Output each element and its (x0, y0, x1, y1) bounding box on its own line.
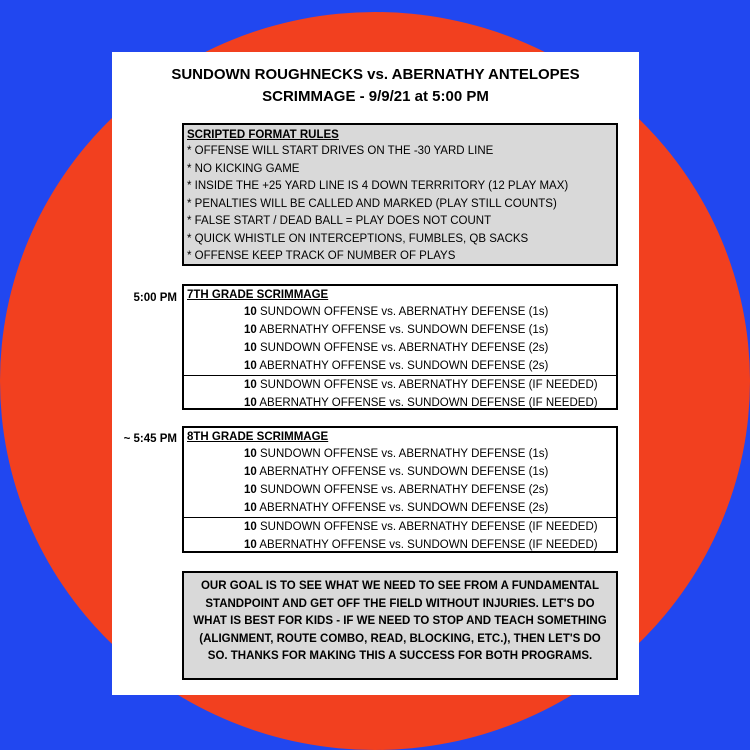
title-line-2: SCRIMMAGE - 9/9/21 at 5:00 PM (262, 88, 489, 105)
schedule-row (184, 303, 616, 321)
play-count: 10 (244, 539, 257, 551)
rule-item: * PENALTIES WILL BE CALLED AND MARKED (PLAY STILL COUNTS) (187, 197, 557, 210)
play-count: 10 (244, 466, 257, 478)
schedule-row (184, 321, 616, 339)
play-count: 10 (244, 379, 257, 391)
rule-item: * OFFENSE KEEP TRACK OF NUMBER OF PLAYS (187, 250, 456, 262)
matchup: SUNDOWN OFFENSE vs. ABERNATHY DEFENSE (2s) (260, 484, 549, 496)
play-count: 10 (244, 324, 257, 336)
rule-item: * OFFENSE WILL START DRIVES ON THE -30 YARD LINE (187, 145, 494, 157)
seventh-grade-time: 5:00 PM (133, 292, 177, 304)
play-count: 10 (244, 397, 257, 409)
schedule-row (184, 481, 616, 499)
play-count: 10 (244, 484, 257, 496)
schedule-row (184, 375, 616, 394)
matchup: ABERNATHY OFFENSE vs. SUNDOWN DEFENSE (1s) (259, 324, 549, 336)
rules-heading: SCRIPTED FORMAT RULES (187, 129, 339, 141)
schedule-row (184, 394, 616, 412)
schedule-row (184, 536, 616, 554)
play-count: 10 (244, 448, 257, 460)
eighth-grade-time: ~ 5:45 PM (123, 433, 177, 445)
title-line-1: SUNDOWN ROUGHNECKS vs. ABERNATHY ANTELOPES (171, 66, 580, 83)
matchup: ABERNATHY OFFENSE vs. SUNDOWN DEFENSE (IF NEEDED) (259, 539, 598, 551)
matchup: SUNDOWN OFFENSE vs. ABERNATHY DEFENSE (1s) (260, 448, 549, 460)
seventh-grade-box (182, 284, 618, 410)
matchup: ABERNATHY OFFENSE vs. SUNDOWN DEFENSE (2s) (259, 502, 549, 514)
play-count: 10 (244, 306, 257, 318)
rule-item: * INSIDE THE +25 YARD LINE IS 4 DOWN TERRRITORY (12 PLAY MAX) (187, 180, 569, 192)
rule-item: * FALSE START / DEAD BALL = PLAY DOES NOT COUNT (187, 215, 492, 227)
matchup: SUNDOWN OFFENSE vs. ABERNATHY DEFENSE (IF NEEDED) (260, 521, 598, 533)
eighth-grade-box (182, 426, 618, 553)
goal-statement: OUR GOAL IS TO SEE WHAT WE NEED TO SEE FROM A FUNDAMENTAL STANDPOINT AND GET OFF THE FIELD WITHOUT INJURIES. LET'S DO WHAT IS BEST FOR KIDS - IF WE NEED TO STOP AND TEACH SOMETHING (ALIGNMENT, ROUTE COMBO, READ, BLOCKING, ETC.), THEN LET'S DO SO. THANKS FOR MAKING THIS A SUCCESS FOR BOTH PROGRAMS. (182, 571, 618, 680)
schedule-sheet (112, 52, 639, 695)
schedule-row (184, 445, 616, 463)
matchup: ABERNATHY OFFENSE vs. SUNDOWN DEFENSE (2s) (259, 360, 549, 372)
play-count: 10 (244, 521, 257, 533)
schedule-row (184, 463, 616, 481)
page-title (112, 64, 639, 108)
play-count: 10 (244, 360, 257, 372)
play-count: 10 (244, 502, 257, 514)
schedule-row (184, 339, 616, 357)
play-count: 10 (244, 342, 257, 354)
rule-item: * QUICK WHISTLE ON INTERCEPTIONS, FUMBLES, QB SACKS (187, 232, 529, 245)
matchup: SUNDOWN OFFENSE vs. ABERNATHY DEFENSE (2s) (260, 342, 549, 354)
matchup: ABERNATHY OFFENSE vs. SUNDOWN DEFENSE (IF NEEDED) (259, 397, 598, 409)
rule-item: * NO KICKING GAME (187, 162, 300, 175)
schedule-row (184, 357, 616, 375)
schedule-row (184, 499, 616, 517)
matchup: SUNDOWN OFFENSE vs. ABERNATHY DEFENSE (1s) (260, 306, 549, 318)
matchup: ABERNATHY OFFENSE vs. SUNDOWN DEFENSE (1s) (259, 466, 549, 478)
eighth-grade-heading: 8TH GRADE SCRIMMAGE (187, 431, 329, 443)
matchup: SUNDOWN OFFENSE vs. ABERNATHY DEFENSE (IF NEEDED) (260, 379, 598, 391)
seventh-grade-heading: 7TH GRADE SCRIMMAGE (187, 289, 329, 301)
schedule-row (184, 517, 616, 536)
rules-box (182, 123, 618, 266)
